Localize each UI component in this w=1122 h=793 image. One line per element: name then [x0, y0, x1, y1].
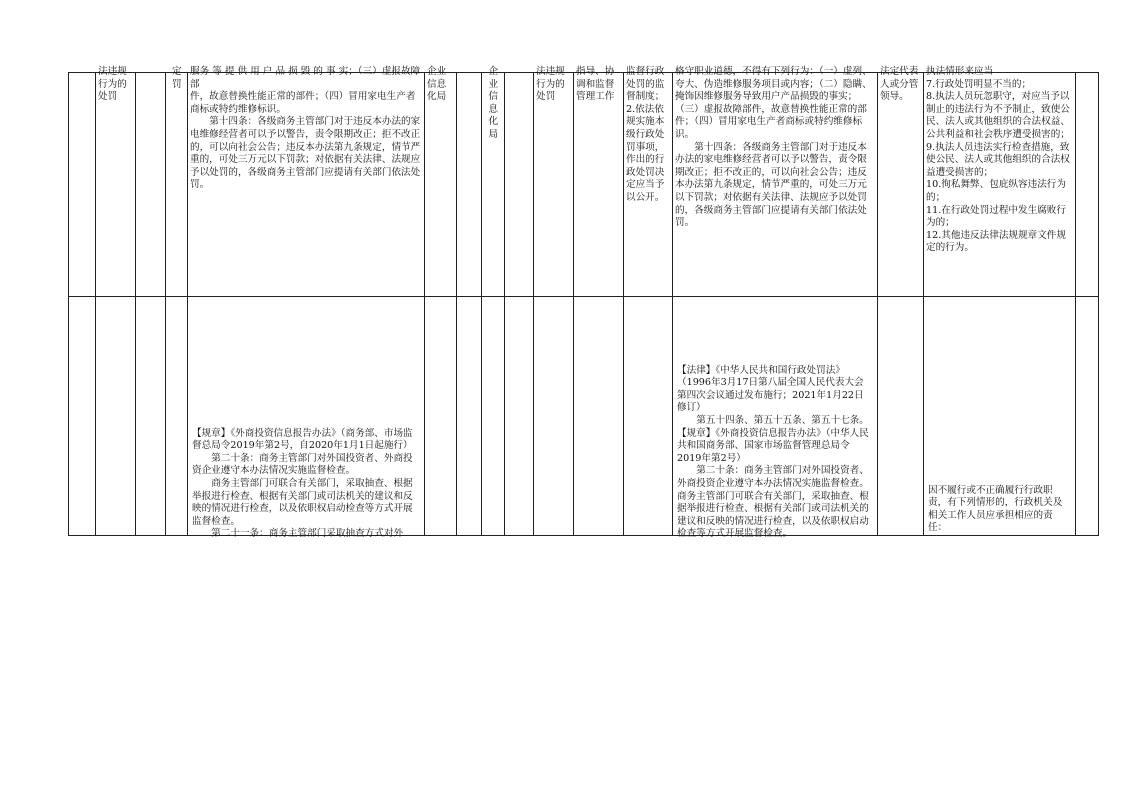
basis-text: 第十四条：各级商务主管部门对于违反本办法的家电维修经营者可以予以警告，责令限期改正；拒不改正的，可以向社会公告；违反本办法第九条规定，情节严重的，可处三万元以下罚款；对依据有关法律、法规应予以处罚的，各级商务主管部门应提请有关部门依法处罚。: [675, 141, 867, 229]
basis-text: 件，故意替换性能正常的部件；（四）冒用家电生产者商标或特约维修标识。: [190, 91, 416, 115]
table-cell: [534, 66, 574, 297]
responsible-person-text: 法定代表人或分管领导。: [880, 66, 919, 103]
table-cell: [136, 297, 166, 536]
department-text: 企业信息化局: [427, 66, 447, 103]
responsibility-text: 指导、协调和监督管理工作: [576, 66, 615, 103]
accountability-text: 9.执法人员违法实行检查措施，致使公民、法人或其他组织的合法权益遭受损害的；: [926, 141, 1070, 178]
accountability-text: 10.徇私舞弊、包庇纵容违法行为的；: [926, 179, 1066, 203]
basis-text: 第十四条：各级商务主管部门对于违反本办法的家电维修经营者可以予以警告，责令限期改正；拒不改正的，可以向社会公告；违反本办法第九条规定，情节严重的，可处三万元以下罚款；对依据有关法律、法规应予以处罚的，各级商务主管部门应提请有关部门依法处罚。: [190, 116, 421, 191]
table-cell: [924, 297, 1076, 536]
table-cell: [878, 66, 924, 297]
table-cell: [924, 66, 1076, 297]
basis-text: 商务主管部门可联合有关部门，采取抽查、根据举报进行检查、根据有关部门或司法机关的建议和反映的情况进行检查，以及依职权启动检查等方式开展监督检查。: [677, 490, 869, 540]
accountability-text: 11.在行政处罚过程中发生腐败行为的；: [926, 204, 1066, 229]
basis-text: 第二十条：商务主管部门对外国投资者、外商投资企业遵守本办法情况实施监督检查。: [192, 452, 413, 477]
accountability-text: 8.执法人员玩忽职守，对应当予以制止的违法行为不予制止，致使公民、法人或其他组织的合法权益、公共利益和社会秩序遭受损害的；: [926, 91, 1070, 140]
responsibility-text: 监督行政: [626, 66, 665, 77]
table-cell: [673, 297, 878, 540]
table-cell: [136, 73, 166, 297]
table-cell: [1076, 297, 1099, 536]
table-cell: [878, 297, 924, 536]
accountability-text: 因不履行或不正确履行行政职责，有下列情形的，行政机关及相关工作人员应承担相应的责任：: [928, 484, 1063, 534]
table-cell: [624, 66, 673, 297]
table-cell: [457, 297, 482, 536]
table-cell: [188, 66, 425, 297]
table-row: [69, 297, 1099, 536]
table-cell: [1076, 73, 1099, 297]
table-cell: [574, 297, 624, 536]
basis-text: 格守职业道德，不得有下列行为：（一）虚列、夸大、伪造维修服务项目或内容；（二）隐瞒、掩饰因维修服务导致用户产品损毁的事实；（三）虚报故障部件，故意替换性能正常的部件；（四）冒用家电生产者商标或特约维修标识。: [675, 66, 872, 140]
table-cell: [425, 66, 457, 297]
basis-text: 商务主管部门可联合有关部门，采取抽查、根据举报进行检查、根据有关部门或司法机关的建议和反映的情况进行检查，以及依职权启动检查等方式开展监督检查。: [192, 478, 413, 527]
table-cell: [69, 73, 96, 297]
table-cell: [425, 297, 457, 536]
department-text: 企业信息化局: [488, 66, 499, 140]
basis-text: 【规章】《外商投资信息报告办法》（商务部、市场监督总局令2019年第2号，自2020年1月1日起施行）: [192, 427, 413, 452]
table-cell: [96, 297, 136, 536]
accountability-text: 12.其他违反法律法规规章文件规定的行为。: [926, 229, 1066, 254]
basis-text: 第二十条：商务主管部门对外国投资者、外商投资企业遵守本办法情况实施监督检查。: [677, 465, 869, 490]
table-cell: [457, 73, 482, 297]
item-name-text: 法违规行为的处罚: [98, 66, 127, 103]
table-cell: [69, 297, 96, 536]
table-cell: [482, 297, 505, 536]
accountability-text: 执法情形来应当: [926, 66, 994, 77]
table-cell: [188, 297, 425, 540]
responsibility-text: 2.依法依规实施本级行政处罚事项，作出的行政处罚决定应当予以公开。: [626, 103, 665, 203]
table-cell: [166, 297, 188, 536]
item-type-text: 定罚: [172, 66, 182, 90]
responsibility-table: [68, 66, 1099, 540]
item-name-text: 法违规行为的处罚: [536, 66, 565, 103]
table-row: [69, 73, 1099, 297]
table-cell: [574, 66, 624, 297]
basis-text: 【法律】《中华人民共和国行政处罚法》（1996年3月17日第八届全国人民代表大会第四次会议通过发布施行；2021年1月22日修订）: [677, 364, 864, 414]
table-cell: [624, 297, 673, 536]
table-cell: [96, 66, 136, 297]
accountability-text: 7.行政处罚明显不当的；: [926, 78, 1032, 90]
responsibility-text: 处罚的监督制度；: [626, 78, 665, 103]
table-cell: [505, 73, 534, 297]
table-cell: [166, 66, 188, 297]
table-cell: [673, 66, 878, 297]
table-cell: [505, 297, 534, 536]
table-cell: [482, 66, 505, 297]
basis-text: 第五十四条、第五十五条、第五十七条。: [696, 415, 869, 427]
table-cell: [534, 297, 574, 536]
basis-text: 服务 等 提 供 用 户 品 损 毁 的 事 实；（三）虚报故障部: [190, 66, 421, 90]
basis-text: 第二十一条：商务主管部门采取抽查方式对外: [211, 528, 404, 540]
basis-text: 【规章】《外商投资信息报告办法》（中华人民共和国商务部、国家市场监督管理总局令2019年第2号）: [677, 427, 869, 464]
